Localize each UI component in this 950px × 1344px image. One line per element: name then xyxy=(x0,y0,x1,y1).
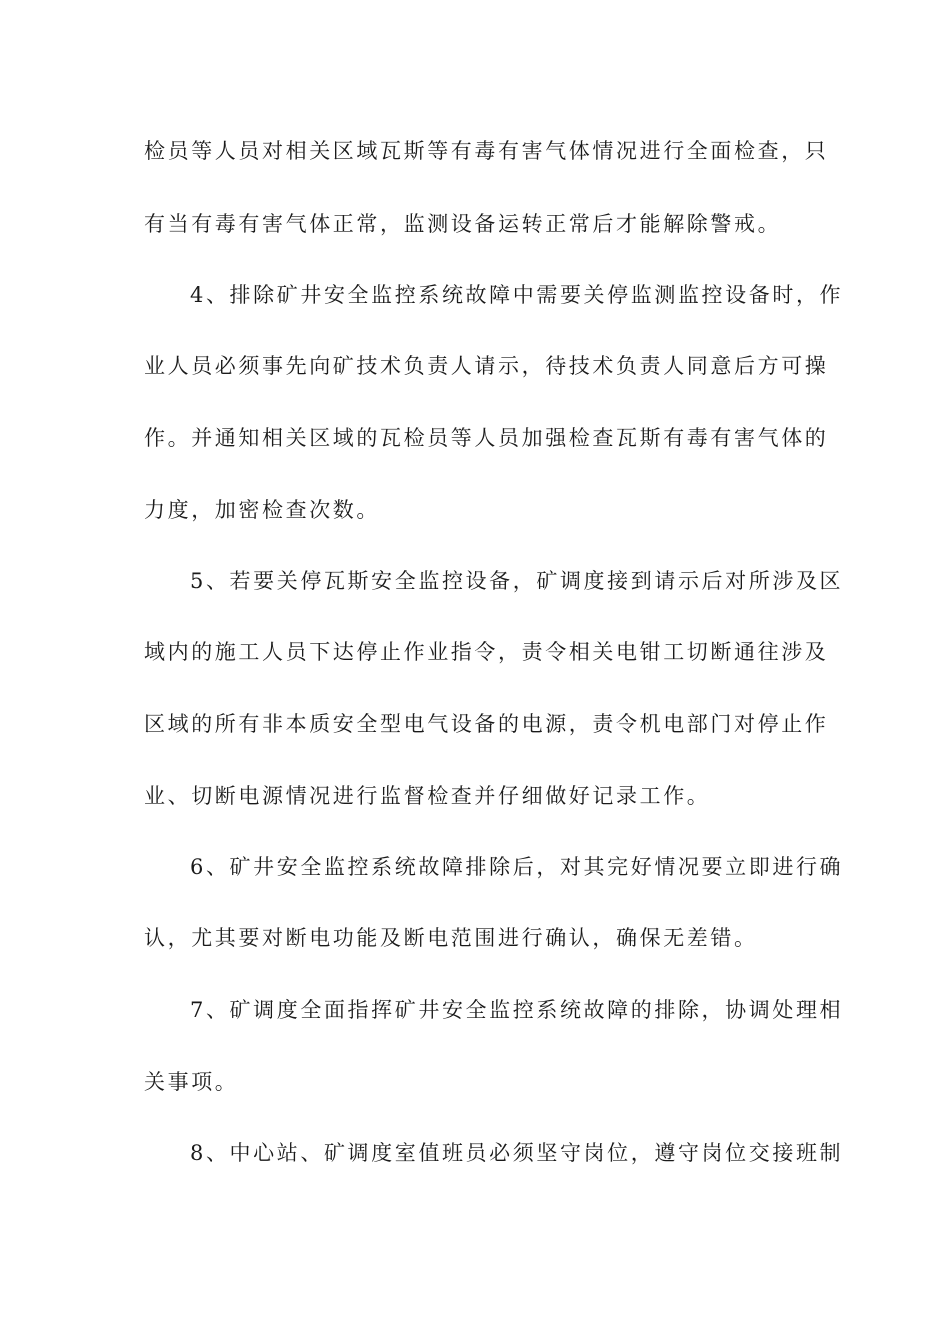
text-line-2: 有当有毒有害气体正常，监测设备运转正常后才能解除警戒。 xyxy=(144,212,782,236)
paragraph-4-line-3: 作。并通知相关区域的瓦检员等人员加强检查瓦斯有毒有害气体的 xyxy=(144,426,829,450)
paragraph-7-line-2: 关事项。 xyxy=(144,1070,239,1094)
paragraph-5-line-2: 域内的施工人员下达停止作业指令，责令相关电钳工切断通往涉及 xyxy=(144,640,829,664)
paragraph-4-line-1: 4、排除矿井安全监控系统故障中需要关停监测监控设备时，作 xyxy=(190,283,844,307)
paragraph-8-line-1: 8、中心站、矿调度室值班员必须坚守岗位，遵守岗位交接班制 xyxy=(190,1141,844,1165)
paragraph-5-line-1: 5、若要关停瓦斯安全监控设备，矿调度接到请示后对所涉及区 xyxy=(190,569,844,593)
paragraph-5-line-4: 业、切断电源情况进行监督检查并仔细做好记录工作。 xyxy=(144,784,711,808)
paragraph-6-line-1: 6、矿井安全监控系统故障排除后，对其完好情况要立即进行确 xyxy=(190,855,844,879)
paragraph-7-line-1: 7、矿调度全面指挥矿井安全监控系统故障的排除，协调处理相 xyxy=(190,998,844,1022)
paragraph-6-line-2: 认，尤其要对断电功能及断电范围进行确认，确保无差错。 xyxy=(144,926,758,950)
paragraph-4-line-2: 业人员必须事先向矿技术负责人请示，待技术负责人同意后方可操 xyxy=(144,354,829,378)
paragraph-4-line-4: 力度，加密检查次数。 xyxy=(144,498,380,522)
paragraph-5-line-3: 区域的所有非本质安全型电气设备的电源，责令机电部门对停止作 xyxy=(144,712,829,736)
text-line-1: 检员等人员对相关区域瓦斯等有毒有害气体情况进行全面检查，只 xyxy=(144,139,829,163)
